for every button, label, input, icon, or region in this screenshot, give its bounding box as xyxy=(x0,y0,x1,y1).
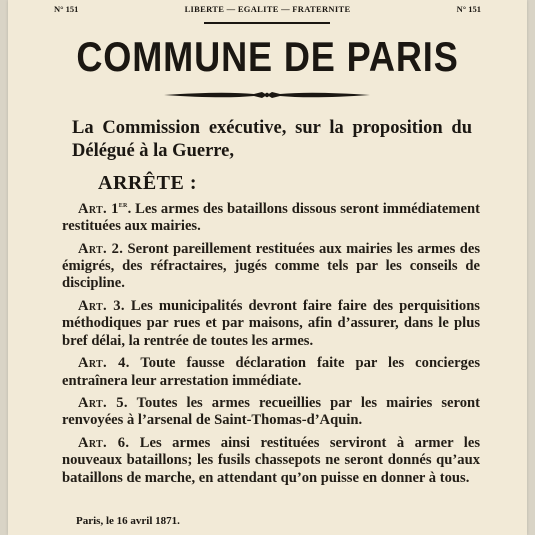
article-text: Toutes les armes recueillies par les mairies seront renvoyées à l’arsenal de Saint-Thomas-d’Aquin. xyxy=(62,394,480,429)
article-1 xyxy=(62,196,480,236)
article-label: Art. 6. xyxy=(78,434,130,451)
poster xyxy=(8,0,527,535)
poster-number-left: N° 151 xyxy=(54,4,79,14)
date-line: Paris, le 16 avril 1871. xyxy=(76,515,180,527)
articles-list xyxy=(62,196,480,492)
poster-number-right: N° 151 xyxy=(456,4,481,14)
arrete-heading: ARRÊTE : xyxy=(98,172,198,194)
article-6 xyxy=(62,435,480,487)
article-text: Les municipalités devront faire faire des perquisitions méthodiques par rues et par maisons, afin d’assurer, dans le plus bref délai, la rentrée de toutes les armes. xyxy=(62,297,480,349)
article-sup: er xyxy=(118,200,128,209)
article-text: Seront pareillement restituées aux mairies les armes des émigrés, des réfractaires, jugés comme tels par les conseils de discipline. xyxy=(62,240,481,292)
article-label: Art. 5. xyxy=(78,394,128,411)
ornament-divider-icon xyxy=(162,88,372,102)
header-bar xyxy=(8,4,527,16)
top-rule xyxy=(204,22,330,24)
article-label: Art. 2. xyxy=(78,240,124,257)
article-2 xyxy=(62,241,480,293)
republican-motto: LIBERTE — EGALITE — FRATERNITE xyxy=(184,4,351,14)
preamble: La Commission exécutive, sur la proposition du Délégué à la Guerre, xyxy=(72,118,472,161)
article-text: . Les armes des bataillons dissous seront immédiatement restituées aux mairies. xyxy=(62,200,480,235)
article-5 xyxy=(62,395,480,430)
article-label: Art. 4. xyxy=(78,355,130,372)
article-label: Art. 3. xyxy=(78,297,125,314)
article-text: Toute fausse déclaration faite par les concierges entraînera leur arrestation immédiate. xyxy=(62,355,480,389)
poster-title: COMMUNE DE PARIS xyxy=(76,33,459,80)
article-label: Art. 1 xyxy=(78,200,119,217)
article-text: Les armes ainsi restituées serviront à armer les nouveaux bataillons; les fusils chassepots ne seront donnés qu’aux bataillons de marche, en attendant qu’on puisse en donner à tous. xyxy=(62,434,480,486)
article-4 xyxy=(62,355,480,390)
article-3 xyxy=(62,298,480,350)
